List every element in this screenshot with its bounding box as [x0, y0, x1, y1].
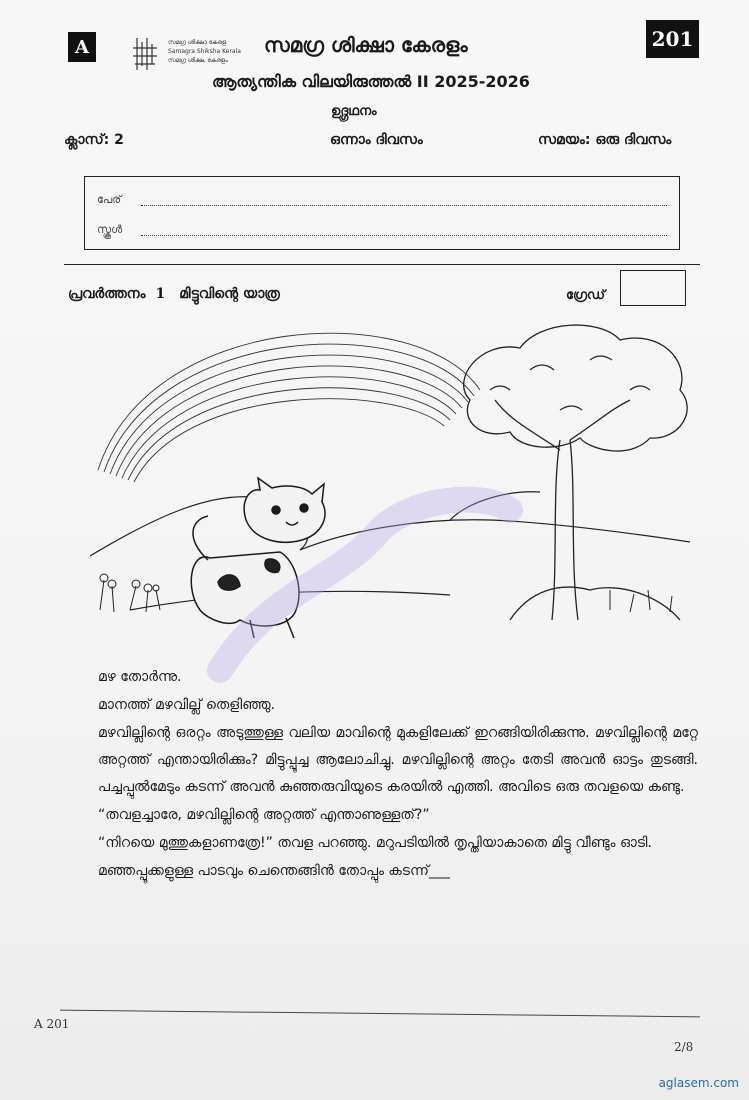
day-label: ഒന്നാം ദിവസം: [330, 132, 423, 148]
logo-text-line: Samagra Shiksha Kerala: [168, 48, 241, 55]
name-label: പേര്: [97, 193, 122, 206]
story-illustration: [90, 320, 700, 650]
series-badge: A: [68, 32, 96, 62]
activity-heading: [68, 286, 280, 302]
activity-number: 1: [155, 286, 166, 302]
page-number: 2/8: [674, 1040, 694, 1054]
story-paragraph: “നിറയെ മുത്തുകളാണത്രേ!” തവള പറഞ്ഞു. മറുപടിയിൽ തൃപ്തിയാകാതെ മിട്ടു വീണ്ടും ഓടി.: [98, 835, 652, 851]
class-label: ക്ലാസ്: 2: [64, 132, 124, 148]
cat-icon: [191, 478, 325, 638]
logo-text: [168, 38, 241, 65]
rainbow-icon: [98, 333, 480, 482]
paper-code-badge: 201: [646, 20, 699, 58]
story-paragraph: “തവളച്ചാരേ, മഴവില്ലിന്റെ അറ്റത്ത് എന്താണുള്ളത്?”: [98, 807, 430, 823]
exam-title: ആത്യന്തിക വിലയിരുത്തൽ II 2025-2026: [212, 72, 530, 91]
footer-code: A 201: [34, 1017, 70, 1031]
story-paragraph: മഞ്ഞപ്പൂക്കളുള്ള പാടവും ചെന്തെങ്ങിൻ തോപ്പും കടന്ന്___: [98, 863, 450, 879]
story-paragraph: മാനത്ത് മഴവില്ല് തെളിഞ്ഞു.: [98, 697, 275, 713]
story-text: [98, 664, 698, 886]
story-paragraph: മഴ തോർന്നു.: [98, 669, 182, 685]
school-field[interactable]: [141, 235, 667, 236]
section-divider: [64, 264, 700, 265]
tree-icon: [464, 325, 688, 620]
organization-title: സമഗ്ര ശിക്ഷാ കേരളം: [264, 33, 468, 57]
time-label: സമയം: ഒരു ദിവസം: [538, 132, 672, 148]
site-watermark: aglasem.com: [658, 1076, 739, 1090]
activity-title: മിട്ടുവിന്റെ യാത്ര: [179, 286, 280, 302]
student-details-box: [84, 176, 680, 250]
hills-icon: [90, 492, 690, 610]
flowers-icon: [100, 574, 672, 612]
name-field[interactable]: [141, 205, 667, 206]
logo-text-line: സമഗ്ര ശിക്ഷാ കേരള: [168, 39, 227, 46]
activity-label: പ്രവർത്തനം: [68, 286, 146, 302]
grade-label: ഗ്രേഡ്: [566, 288, 605, 303]
story-paragraph: മഴവില്ലിന്റെ ഒരറ്റം അടുത്തുള്ള വലിയ മാവിന്റെ മുകളിലേക്ക് ഇറങ്ങിയിരിക്കുന്നു. മഴവില്ലിന്റെ മറ്റേ അറ്റത്ത് എന്തായിരിക്കും? മിട്ടുപ്പൂച്ച ആലോചിച്ചു. മഴവില്ലിന്റെ അറ്റം തേടി അവൻ ഓട്ടം തുടങ്ങി. പച്ചപ്പുൽമേടും കടന്ന് അവൻ കുഞ്ഞരുവിയുടെ കരയിൽ എത്തി. അവിടെ ഒരു തവളയെ കണ്ടു.: [98, 725, 698, 795]
exam-subtitle: ഉദ്ഗ്രഥനം: [331, 104, 377, 119]
school-label: സ്കൂൾ: [97, 223, 123, 236]
footer-divider: [60, 1010, 700, 1018]
logo-text-line: സമഗ്ര ശിക്ഷ, കേരളം: [168, 57, 228, 64]
grade-box[interactable]: [620, 270, 686, 306]
